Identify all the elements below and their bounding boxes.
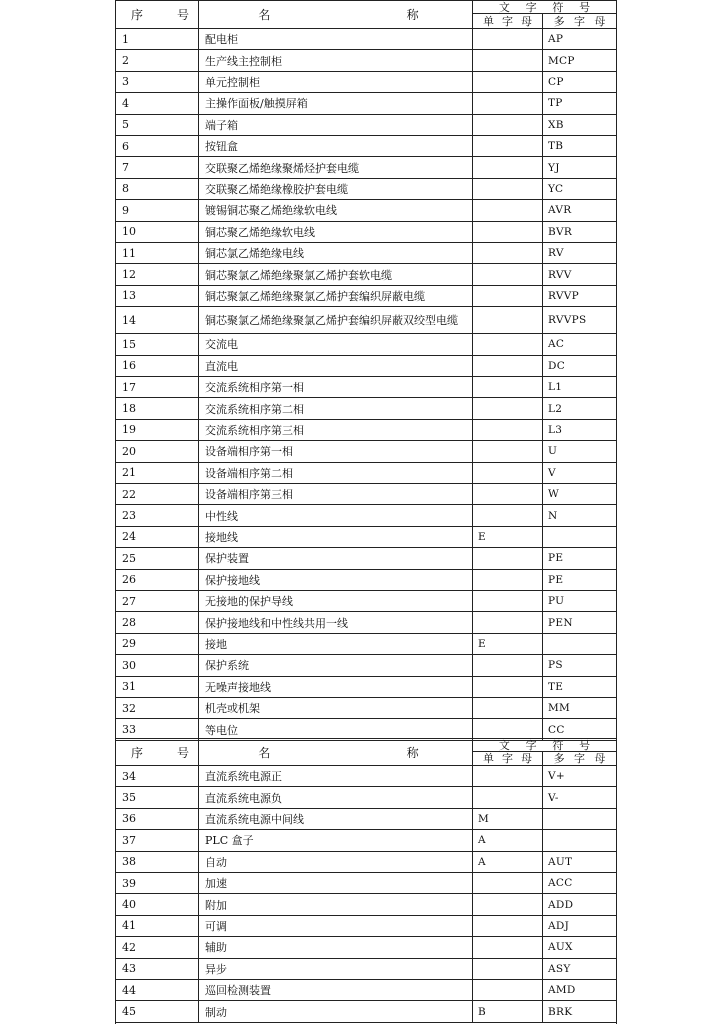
table-header: [116, 738, 616, 766]
table-row: [116, 50, 616, 71]
header-multi-letter: [543, 14, 616, 28]
table-row: [116, 873, 616, 894]
header-multi-char: 字: [573, 752, 585, 765]
row-name: 异步: [199, 959, 473, 979]
row-number: 35: [116, 787, 199, 807]
row-number: 31: [116, 677, 199, 697]
table-row: [116, 441, 616, 462]
row-name: 等电位: [199, 719, 473, 739]
row-single-letter: [473, 894, 543, 914]
row-single-letter: [473, 677, 543, 697]
table-row: [116, 93, 616, 114]
row-multi-letter: MM: [548, 702, 571, 715]
row-name: 交联聚乙烯绝缘橡胶护套电缆: [199, 179, 473, 199]
header-multi-char: 字: [573, 14, 585, 28]
row-multi-letter: AVR: [548, 204, 572, 217]
row-name: 直流系统电源正: [199, 766, 473, 786]
header-name-label-char: 名: [258, 745, 271, 760]
row-name: 直流电: [199, 356, 473, 376]
row-multi-letter: BRK: [548, 1005, 573, 1018]
row-name: 镀锡铜芯聚乙烯绝缘软电线: [199, 200, 473, 220]
table-row: [116, 286, 616, 307]
row-number: 9: [116, 200, 199, 220]
header-single-char: 母: [521, 14, 532, 28]
header-single-char: 单: [483, 752, 494, 765]
row-name: 配电柜: [199, 29, 473, 49]
header-symbol-char: 字: [525, 738, 537, 752]
header-multi-letter: [543, 752, 616, 765]
row-multi-letter: PS: [548, 659, 563, 672]
row-name: 附加: [199, 894, 473, 914]
table-row: [116, 243, 616, 264]
table-row: [116, 334, 616, 355]
row-single-letter: [473, 980, 543, 1000]
row-single-letter: [473, 959, 543, 979]
row-multi-letter: PE: [548, 552, 564, 565]
row-single-letter: [473, 334, 543, 354]
row-name: 交流电: [199, 334, 473, 354]
row-number: 7: [116, 157, 199, 177]
table-row: [116, 200, 616, 221]
header-single-char: 字: [502, 14, 513, 28]
row-single-letter: [473, 787, 543, 807]
row-name: 辅助: [199, 937, 473, 957]
row-multi-letter: AMD: [548, 984, 576, 997]
table-row: [116, 377, 616, 398]
row-single-letter: [473, 698, 543, 718]
header-name: [199, 1, 473, 28]
row-multi-letter: CP: [548, 75, 564, 88]
row-name: 保护接地线: [199, 570, 473, 590]
row-single-letter: [473, 719, 543, 739]
row-single-letter: A: [473, 852, 543, 872]
row-single-letter: E: [473, 527, 543, 547]
row-single-letter: [473, 115, 543, 135]
row-name: 铜芯氯乙烯绝缘电线: [199, 243, 473, 263]
header-symbol-char: 符: [552, 0, 564, 14]
row-multi-letter: ADD: [548, 898, 574, 911]
row-number: 40: [116, 894, 199, 914]
row-number: 44: [116, 980, 199, 1000]
row-number: 3: [116, 72, 199, 92]
row-multi-letter: RV: [548, 247, 564, 260]
row-multi-letter: AP: [548, 33, 564, 46]
row-name: 无噪声接地线: [199, 677, 473, 697]
table-row: [116, 307, 616, 334]
row-name: 单元控制柜: [199, 72, 473, 92]
row-number: 10: [116, 222, 199, 242]
row-name: 设备端相序第一相: [199, 441, 473, 461]
row-single-letter: [473, 484, 543, 504]
header-symbol: [473, 1, 616, 28]
table-row: [116, 612, 616, 633]
table-row: [116, 677, 616, 698]
header-seq: [116, 739, 199, 765]
header-seq-label-char: 序: [131, 745, 144, 760]
row-multi-letter: V: [548, 466, 556, 479]
row-number: 11: [116, 243, 199, 263]
row-number: 8: [116, 179, 199, 199]
row-multi-letter: RVV: [548, 268, 572, 281]
table-row: [116, 894, 616, 915]
row-single-letter: [473, 612, 543, 632]
row-multi-letter: AUX: [548, 941, 573, 954]
header-symbol-char: 文: [498, 0, 510, 14]
row-single-letter: [473, 591, 543, 611]
row-number: 21: [116, 463, 199, 483]
table-row: [116, 157, 616, 178]
row-multi-letter: V+: [548, 770, 565, 783]
header-symbol: [473, 739, 616, 765]
row-single-letter: [473, 766, 543, 786]
row-name: 铜芯聚乙烯绝缘软电线: [199, 222, 473, 242]
row-single-letter: [473, 937, 543, 957]
table-row: [116, 809, 616, 830]
header-seq-label-char: 号: [176, 745, 189, 760]
row-name: 保护接地线和中性线共用一线: [199, 612, 473, 632]
row-multi-letter: L2: [548, 402, 563, 415]
row-name: 无接地的保护导线: [199, 591, 473, 611]
row-single-letter: [473, 50, 543, 70]
table-row: [116, 916, 616, 937]
row-name: 铜芯聚氯乙烯绝缘聚氯乙烯护套编织屏蔽电缆: [199, 286, 473, 306]
row-number: 41: [116, 916, 199, 936]
row-single-letter: E: [473, 634, 543, 654]
row-single-letter: [473, 420, 543, 440]
header-symbol-char: 文: [498, 738, 510, 752]
table-row: [116, 852, 616, 873]
header-symbol-char: 字: [525, 0, 537, 14]
symbol-table: [115, 0, 617, 1024]
row-multi-letter: RVVPS: [548, 314, 587, 327]
row-name: 制动: [199, 1001, 473, 1021]
table-row: [116, 72, 616, 93]
row-number: 25: [116, 548, 199, 568]
row-number: 33: [116, 719, 199, 739]
row-single-letter: [473, 307, 543, 333]
row-number: 22: [116, 484, 199, 504]
row-single-letter: [473, 548, 543, 568]
row-name: 加速: [199, 873, 473, 893]
row-multi-letter: AC: [548, 338, 565, 351]
row-multi-letter: ASY: [548, 962, 571, 975]
row-multi-letter: V-: [548, 791, 559, 804]
row-name: 交流系统相序第二相: [199, 398, 473, 418]
row-number: 6: [116, 136, 199, 156]
header-symbol-char: 符: [552, 738, 564, 752]
row-name: 直流系统电源负: [199, 787, 473, 807]
header-multi-char: 母: [594, 752, 606, 765]
header-single-letter: [473, 752, 543, 765]
row-multi-letter: [543, 830, 616, 850]
row-multi-letter: [543, 809, 616, 829]
header-symbol-sub: [473, 14, 616, 28]
header-multi-char: 多: [553, 14, 565, 28]
header-seq: [116, 1, 199, 28]
row-name: 中性线: [199, 505, 473, 525]
row-single-letter: [473, 570, 543, 590]
row-single-letter: [473, 200, 543, 220]
table-row: [116, 959, 616, 980]
row-number: 13: [116, 286, 199, 306]
row-multi-letter: TP: [548, 97, 563, 110]
row-number: 45: [116, 1001, 199, 1021]
row-multi-letter: PU: [548, 595, 565, 608]
row-number: 27: [116, 591, 199, 611]
table-row: [116, 980, 616, 1001]
row-single-letter: [473, 72, 543, 92]
row-number: 1: [116, 29, 199, 49]
row-multi-letter: XB: [548, 118, 564, 131]
table-row: [116, 29, 616, 50]
row-single-letter: [473, 264, 543, 284]
header-name-label-char: 称: [406, 745, 419, 760]
row-number: 20: [116, 441, 199, 461]
row-single-letter: [473, 916, 543, 936]
table-row: [116, 527, 616, 548]
table-row: [116, 420, 616, 441]
row-name: 保护系统: [199, 655, 473, 675]
header-seq-label-char: 序: [131, 8, 144, 22]
row-single-letter: [473, 179, 543, 199]
row-multi-letter: U: [548, 445, 558, 458]
row-name: 接地: [199, 634, 473, 654]
row-number: 18: [116, 398, 199, 418]
row-number: 26: [116, 570, 199, 590]
row-single-letter: A: [473, 830, 543, 850]
row-number: 39: [116, 873, 199, 893]
row-number: 30: [116, 655, 199, 675]
row-multi-letter: DC: [548, 359, 566, 372]
row-single-letter: [473, 136, 543, 156]
row-single-letter: [473, 243, 543, 263]
row-multi-letter: L1: [548, 381, 563, 394]
table-row: [116, 655, 616, 676]
row-number: 5: [116, 115, 199, 135]
row-single-letter: [473, 286, 543, 306]
row-name: 接地线: [199, 527, 473, 547]
row-name: 按钮盒: [199, 136, 473, 156]
row-single-letter: B: [473, 1001, 543, 1021]
row-name: 直流系统电源中间线: [199, 809, 473, 829]
table-row: [116, 591, 616, 612]
row-number: 28: [116, 612, 199, 632]
row-name: 交流系统相序第三相: [199, 420, 473, 440]
row-multi-letter: PEN: [548, 616, 573, 629]
row-single-letter: [473, 222, 543, 242]
row-number: 36: [116, 809, 199, 829]
row-multi-letter: BVR: [548, 225, 573, 238]
table-row: [116, 264, 616, 285]
row-multi-letter: TB: [548, 140, 564, 153]
row-multi-letter: PE: [548, 573, 564, 586]
header-single-letter: [473, 14, 543, 28]
row-single-letter: [473, 157, 543, 177]
row-multi-letter: W: [548, 488, 560, 501]
row-multi-letter: [543, 634, 616, 654]
row-single-letter: M: [473, 809, 543, 829]
row-single-letter: [473, 505, 543, 525]
row-name: 自动: [199, 852, 473, 872]
row-number: 23: [116, 505, 199, 525]
header-name-label: [258, 744, 418, 761]
row-number: 43: [116, 959, 199, 979]
header-single-char: 单: [483, 14, 494, 28]
table-row: [116, 570, 616, 591]
table-row: [116, 356, 616, 377]
row-name: 机壳或机架: [199, 698, 473, 718]
row-multi-letter: AUT: [548, 855, 573, 868]
row-number: 32: [116, 698, 199, 718]
table-row: [116, 179, 616, 200]
header-name-label-char: 称: [406, 8, 419, 22]
row-number: 34: [116, 766, 199, 786]
table-row: [116, 222, 616, 243]
row-number: 37: [116, 830, 199, 850]
row-number: 12: [116, 264, 199, 284]
row-single-letter: [473, 655, 543, 675]
header-single-char: 母: [521, 752, 532, 765]
table-row: [116, 115, 616, 136]
row-multi-letter: L3: [548, 423, 563, 436]
header-multi-char: 多: [553, 752, 565, 765]
row-name: 保护装置: [199, 548, 473, 568]
header-seq-label: [131, 6, 189, 23]
row-number: 2: [116, 50, 199, 70]
header-single-char: 字: [502, 752, 513, 765]
row-number: 42: [116, 937, 199, 957]
row-multi-letter: RVVP: [548, 289, 579, 302]
row-number: 19: [116, 420, 199, 440]
row-multi-letter: YC: [548, 182, 564, 195]
table-row: [116, 398, 616, 419]
row-number: 24: [116, 527, 199, 547]
header-seq-label-char: 号: [176, 8, 189, 22]
table-row: [116, 830, 616, 851]
row-multi-letter: CC: [548, 723, 565, 736]
row-single-letter: [473, 463, 543, 483]
row-single-letter: [473, 398, 543, 418]
table-header: [116, 0, 616, 29]
row-multi-letter: ADJ: [548, 919, 570, 932]
row-number: 14: [116, 307, 199, 333]
row-name: 交联聚乙烯绝缘聚烯烃护套电缆: [199, 157, 473, 177]
header-symbol-char: 号: [579, 0, 591, 14]
header-symbol-sub: [473, 752, 616, 765]
table-row: [116, 698, 616, 719]
row-number: 15: [116, 334, 199, 354]
row-name: 交流系统相序第一相: [199, 377, 473, 397]
row-number: 16: [116, 356, 199, 376]
header-name-label-char: 名: [258, 8, 271, 22]
table-row: [116, 937, 616, 958]
row-multi-letter: N: [548, 509, 558, 522]
row-number: 17: [116, 377, 199, 397]
row-single-letter: [473, 93, 543, 113]
row-single-letter: [473, 356, 543, 376]
row-multi-letter: YJ: [548, 161, 560, 174]
table-row: [116, 766, 616, 787]
table-row: [116, 1001, 616, 1022]
table-row: [116, 136, 616, 157]
row-single-letter: [473, 377, 543, 397]
table-row: [116, 548, 616, 569]
row-name: 设备端相序第三相: [199, 484, 473, 504]
table-row: [116, 484, 616, 505]
header-seq-label: [131, 744, 189, 761]
row-name: 可调: [199, 916, 473, 936]
row-multi-letter: ACC: [548, 877, 573, 890]
row-name: 铜芯聚氯乙烯绝缘聚氯乙烯护套软电缆: [199, 264, 473, 284]
header-name-label: [258, 6, 418, 23]
table-row: [116, 505, 616, 526]
row-number: 38: [116, 852, 199, 872]
header-symbol-char: 号: [579, 738, 591, 752]
row-name: 端子箱: [199, 115, 473, 135]
table-row: [116, 634, 616, 655]
header-symbol-title: [473, 739, 616, 752]
row-single-letter: [473, 441, 543, 461]
table-row: [116, 463, 616, 484]
row-name: 巡回检测装置: [199, 980, 473, 1000]
row-name: 主操作面板/触摸屏箱: [199, 93, 473, 113]
header-name: [199, 739, 473, 765]
row-name: 铜芯聚氯乙烯绝缘聚氯乙烯护套编织屏蔽双绞型电缆: [199, 307, 473, 333]
row-name: 设备端相序第二相: [199, 463, 473, 483]
row-name: PLC 盒子: [199, 830, 473, 850]
row-single-letter: [473, 873, 543, 893]
row-number: 29: [116, 634, 199, 654]
row-multi-letter: TE: [548, 680, 564, 693]
row-number: 4: [116, 93, 199, 113]
header-multi-char: 母: [594, 14, 606, 28]
row-multi-letter: MCP: [548, 54, 575, 67]
row-name: 生产线主控制柜: [199, 50, 473, 70]
row-single-letter: [473, 29, 543, 49]
header-symbol-title: [473, 1, 616, 14]
row-multi-letter: [543, 527, 616, 547]
table-row: [116, 787, 616, 808]
